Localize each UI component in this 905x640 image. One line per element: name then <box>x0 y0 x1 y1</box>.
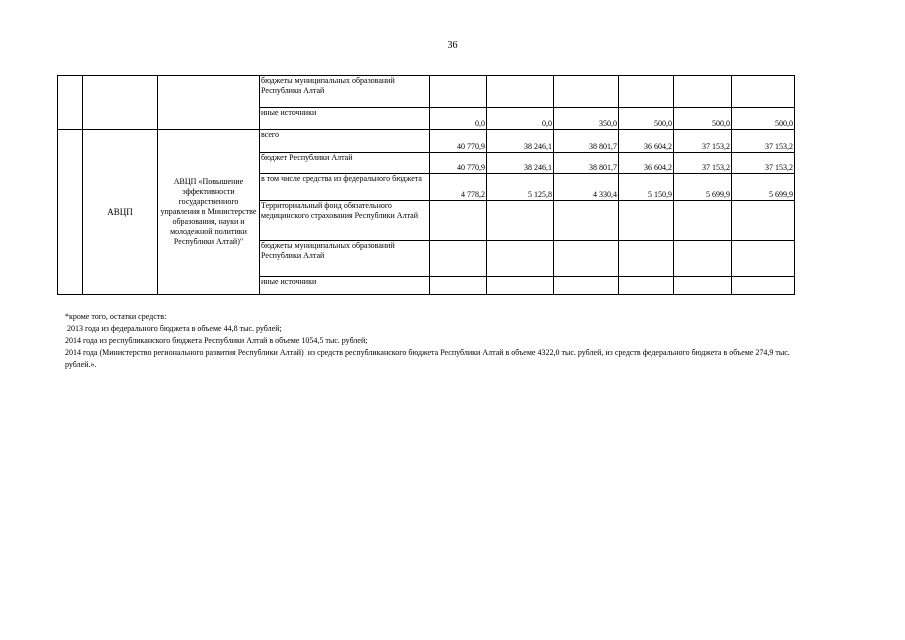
value-cell: 37 153,2 <box>732 130 795 153</box>
value-cell <box>674 277 732 295</box>
source-cell: бюджеты муниципальных образований Республики Алтай <box>260 76 430 108</box>
empty-cell <box>58 76 83 130</box>
value-cell: 38 246,1 <box>487 130 554 153</box>
empty-cell <box>58 130 83 295</box>
value-cell <box>487 277 554 295</box>
footnote-line: 2014 года из республиканского бюджета Республики Алтай в объеме 1054,5 тыс. рублей; <box>65 336 368 345</box>
value-cell <box>732 277 795 295</box>
value-cell: 40 770,9 <box>430 130 487 153</box>
source-cell: Территориальный фонд обязательного медицинского страхования Республики Алтай <box>260 201 430 241</box>
value-cell <box>430 76 487 108</box>
value-cell: 5 150,9 <box>619 174 674 201</box>
value-cell <box>674 76 732 108</box>
value-cell <box>732 76 795 108</box>
value-cell <box>554 76 619 108</box>
empty-cell <box>158 76 260 130</box>
value-cell <box>674 201 732 241</box>
value-cell: 37 153,2 <box>674 153 732 174</box>
value-cell <box>619 241 674 277</box>
value-cell <box>619 277 674 295</box>
table-row <box>58 130 795 153</box>
value-cell <box>732 201 795 241</box>
program-code: АВЦП <box>83 130 158 295</box>
source-cell: иные источники <box>260 108 430 130</box>
budget-table <box>57 75 795 295</box>
value-cell: 5 699,9 <box>674 174 732 201</box>
value-cell: 500,0 <box>674 108 732 130</box>
value-cell <box>430 277 487 295</box>
value-cell: 5 125,8 <box>487 174 554 201</box>
value-cell: 4 778,2 <box>430 174 487 201</box>
source-cell: бюджет Республики Алтай <box>260 153 430 174</box>
source-cell: иные источники <box>260 277 430 295</box>
source-cell: бюджеты муниципальных образований Республики Алтай <box>260 241 430 277</box>
value-cell <box>732 241 795 277</box>
value-cell <box>487 76 554 108</box>
empty-cell <box>83 76 158 130</box>
value-cell: 500,0 <box>732 108 795 130</box>
value-cell: 5 699,9 <box>732 174 795 201</box>
value-cell <box>487 201 554 241</box>
footnote <box>65 311 805 371</box>
value-cell <box>430 201 487 241</box>
value-cell: 38 801,7 <box>554 130 619 153</box>
value-cell: 0,0 <box>430 108 487 130</box>
table-row <box>58 76 795 108</box>
source-cell: всего <box>260 130 430 153</box>
value-cell <box>554 277 619 295</box>
value-cell: 500,0 <box>619 108 674 130</box>
value-cell: 40 770,9 <box>430 153 487 174</box>
value-cell <box>619 201 674 241</box>
value-cell <box>554 201 619 241</box>
footnote-line: 2014 года (Министерство регионального развития Республики Алтай) из средств республиканского бюджета Республики Алтай в объеме 4322,0 тыс. рублей, из средств федерального бюджета в объеме 274,9 тыс. рублей.». <box>65 348 792 369</box>
value-cell <box>619 76 674 108</box>
value-cell: 0,0 <box>487 108 554 130</box>
value-cell: 36 604,2 <box>619 153 674 174</box>
value-cell <box>430 241 487 277</box>
value-cell: 4 330,4 <box>554 174 619 201</box>
value-cell: 38 801,7 <box>554 153 619 174</box>
value-cell <box>487 241 554 277</box>
value-cell <box>554 241 619 277</box>
value-cell: 37 153,2 <box>674 130 732 153</box>
footnote-line: 2013 года из федерального бюджета в объеме 44,8 тыс. рублей; <box>65 324 282 333</box>
page-number: 36 <box>447 40 458 51</box>
value-cell: 38 246,1 <box>487 153 554 174</box>
footnote-line: *кроме того, остатки средств: <box>65 312 167 321</box>
value-cell: 350,0 <box>554 108 619 130</box>
program-name: АВЦП «Повышение эффективности государственного управления в Министерстве образования, науки и молодежной политики Республики Алтай)" <box>158 130 260 295</box>
value-cell <box>674 241 732 277</box>
source-cell: в том числе средства из федерального бюджета <box>260 174 430 201</box>
value-cell: 36 604,2 <box>619 130 674 153</box>
value-cell: 37 153,2 <box>732 153 795 174</box>
